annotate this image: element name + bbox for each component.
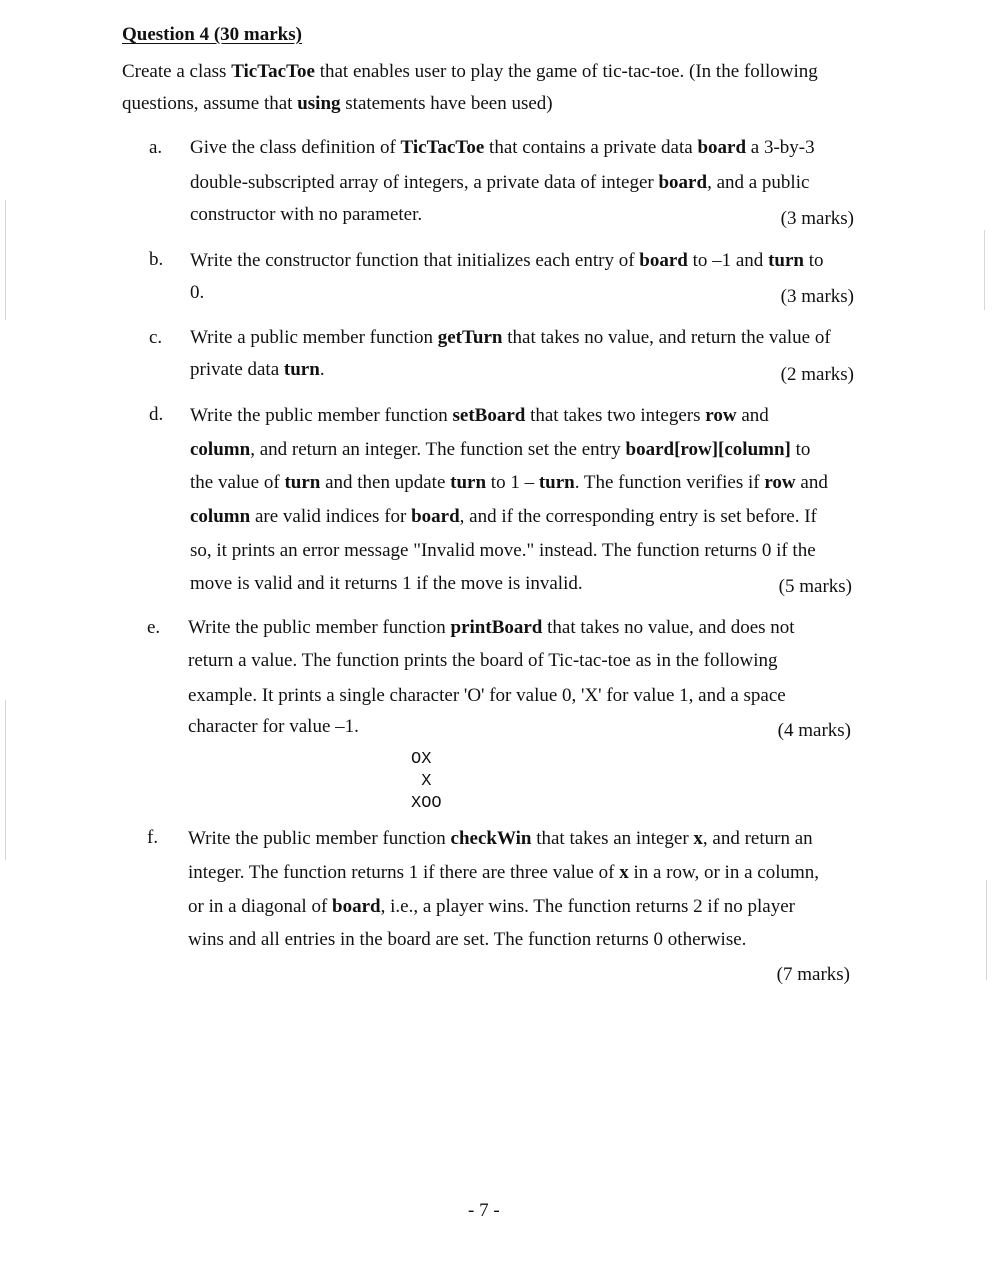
bold-term: turn (538, 472, 575, 493)
part-d-line: move is valid and it returns 1 if the move is invalid. (190, 573, 583, 594)
bold-term: column (190, 439, 251, 460)
part-a-line: constructor with no parameter. (190, 204, 423, 225)
bold-term: board (697, 137, 747, 158)
scan-edge-line (5, 200, 6, 320)
part-f-line: wins and all entries in the board are set. The function returns 0 otherwise. (188, 929, 747, 950)
part-a-line: Give the class definition of TicTacToe that contains a private data board a 3-by-3 (190, 137, 815, 158)
part-d-marks: (5 marks) (778, 576, 852, 597)
example-board-row: X (411, 772, 432, 791)
example-board-row: OX (411, 750, 432, 769)
part-d-line: so, it prints an error message "Invalid move." instead. The function returns 0 if the (190, 540, 816, 561)
part-d-label: d. (149, 404, 164, 425)
bold-term: using (297, 93, 341, 114)
part-e-line: character for value –1. (188, 716, 359, 737)
part-a-label: a. (149, 137, 163, 158)
bold-term: row (764, 472, 796, 493)
part-a-marks: (3 marks) (780, 208, 854, 229)
part-e-line: return a value. The function prints the board of Tic-tac-toe as in the following (188, 650, 778, 671)
part-d-line: column, and return an integer. The function set the entry board[row][column] to (190, 439, 811, 460)
part-c-line: private data turn. (190, 359, 325, 380)
bold-term: printBoard (450, 617, 543, 638)
part-f-line: Write the public member function checkWin that takes an integer x, and return an (188, 828, 813, 849)
bold-term: turn (284, 472, 321, 493)
example-board-row: XOO (411, 794, 442, 813)
question-heading: Question 4 (30 marks) (122, 24, 302, 45)
part-c-label: c. (149, 327, 163, 348)
part-d-line: Write the public member function setBoard that takes two integers row and (190, 405, 769, 426)
part-b-marks: (3 marks) (780, 286, 854, 307)
bold-term: turn (283, 359, 320, 380)
part-b-label: b. (149, 249, 164, 270)
scan-edge-line (5, 700, 6, 860)
part-c-line: Write a public member function getTurn that takes no value, and return the value of (190, 327, 831, 348)
bold-term: board (411, 506, 460, 527)
part-f-label: f. (147, 827, 159, 848)
part-a-line: double-subscripted array of integers, a private data of integer board, and a public (190, 172, 810, 193)
bold-term: turn (768, 250, 804, 271)
bold-term: TicTacToe (231, 61, 315, 82)
bold-term: board (332, 896, 381, 917)
intro-line: questions, assume that using statements have been used) (122, 93, 553, 114)
bold-term: board (658, 172, 708, 193)
intro-line: Create a class TicTacToe that enables user to play the game of tic-tac-toe. (In the following (122, 61, 818, 82)
scan-edge-line (986, 880, 987, 980)
bold-term: x (693, 828, 703, 849)
part-f-line: integer. The function returns 1 if there are three value of x in a row, or in a column, (188, 862, 820, 883)
part-c-marks: (2 marks) (780, 364, 854, 385)
part-f-line: or in a diagonal of board, i.e., a player wins. The function returns 2 if no player (188, 896, 795, 917)
bold-term: board[row][column] (625, 439, 791, 460)
scan-edge-line (984, 230, 985, 310)
part-d-line: column are valid indices for board, and if the corresponding entry is set before. If (190, 506, 817, 527)
part-e-line: example. It prints a single character 'O' for value 0, 'X' for value 1, and a space (188, 685, 786, 706)
bold-term: checkWin (450, 828, 532, 849)
part-e-label: e. (147, 617, 161, 638)
part-f-marks: (7 marks) (776, 964, 850, 985)
part-b-line: Write the constructor function that initializes each entry of board to –1 and turn to (190, 250, 824, 271)
bold-term: column (190, 506, 251, 527)
bold-term: row (705, 405, 737, 426)
bold-term: turn (450, 472, 487, 493)
bold-term: TicTacToe (400, 137, 485, 158)
bold-term: setBoard (452, 405, 526, 426)
part-e-line: Write the public member function printBoard that takes no value, and does not (188, 617, 795, 638)
part-e-marks: (4 marks) (777, 720, 851, 741)
bold-term: x (619, 862, 629, 883)
bold-term: getTurn (437, 327, 503, 348)
part-b-line: 0. (190, 282, 205, 303)
bold-term: board (639, 250, 688, 271)
part-d-line: the value of turn and then update turn to 1 – turn. The function verifies if row and (190, 472, 828, 493)
page-number: - 7 - (468, 1200, 500, 1221)
